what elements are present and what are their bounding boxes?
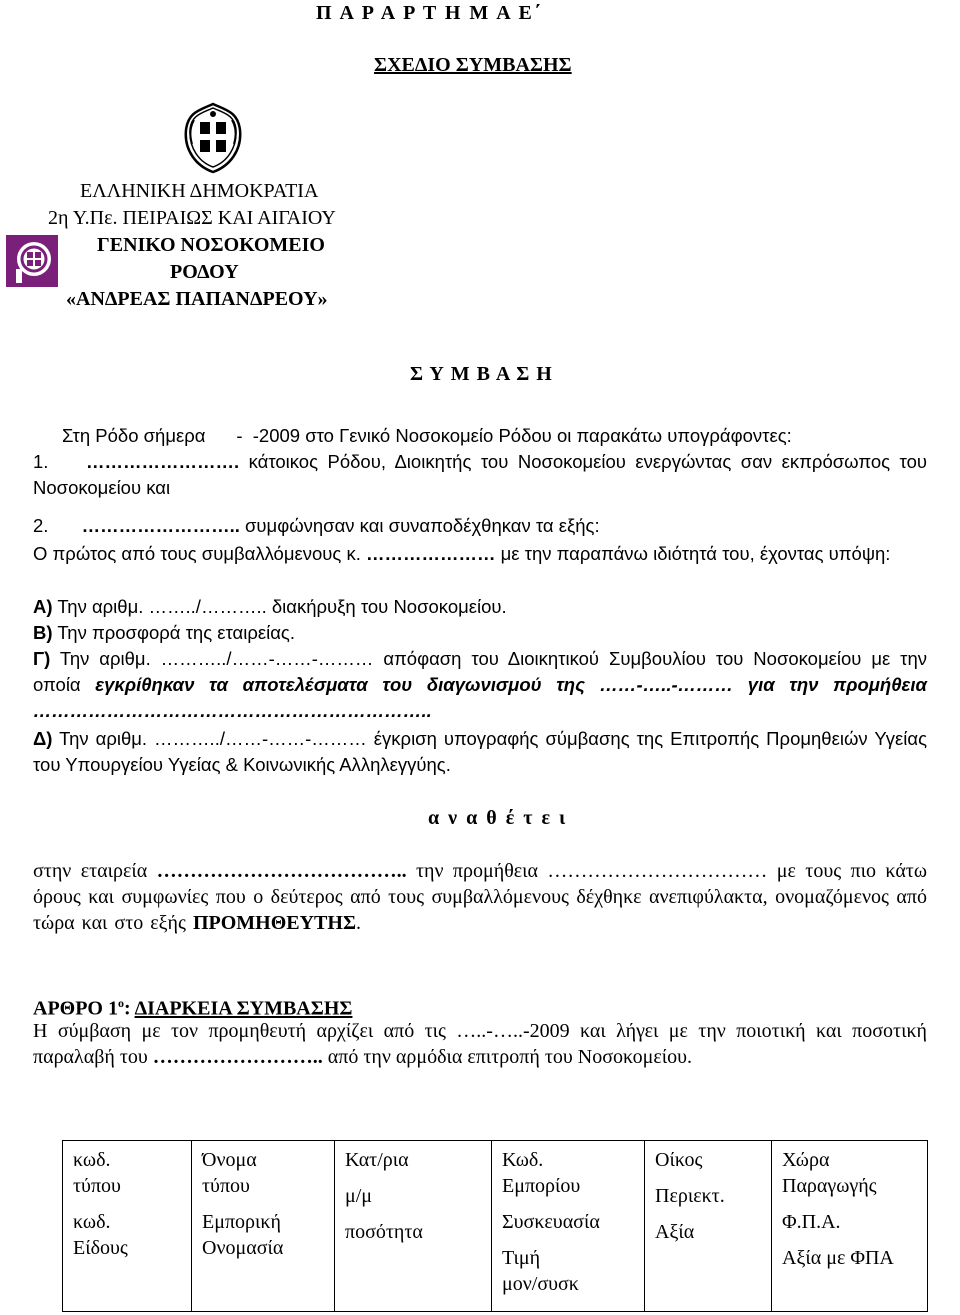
article-1-title: ΔΙΑΡΚΕΙΑ ΣΥΜΒΑΣΗΣ — [134, 997, 353, 1020]
hospital-logo-icon — [4, 233, 60, 289]
supply-blank: …………………………… — [547, 860, 768, 882]
annex-heading: Π Α Ρ Α Ρ Τ Η Μ Α Ε΄ — [316, 2, 543, 24]
party-1-text: κάτοικος Ρόδου, Διοικητής του Νοσοκομείου ενεργώντας σαν εκπρόσωπος του Νοσοκομείου και — [33, 451, 927, 498]
company-blank: ……………………………….. — [156, 860, 407, 882]
party-2-text: συμφώνησαν και συναποδέχθηκαν τα εξής: — [239, 515, 600, 536]
org-line-hospital: ΓΕΝΙΚΟ ΝΟΣΟΚΟΜΕΙΟ — [97, 234, 325, 256]
item-c-label: Γ) — [33, 648, 51, 669]
party-2-paragraph — [33, 513, 927, 539]
item-b — [33, 620, 295, 646]
first-party-blank: ………………… — [365, 543, 496, 564]
item-c-text: Την αριθμ. ………../……-……-……… απόφαση του Διοικητικού Συμβουλίου του Νοσοκομείου με την οποία — [33, 648, 927, 695]
company-paragraph: στην εταιρεία ……………………………….. την προμήθεια …………………………… με τους πιο κάτω όρους και συμφωνίες που ο δεύτερος από τους συμβαλλόμενους δέχθηκε ανεπιφύλακτα, ονομαζόμενος από τώρα και στο εξής ΠΡΟΜΗΘΕΥΤΗΣ. — [33, 860, 927, 934]
item-a — [33, 594, 507, 620]
supplier-term: ΠΡΟΜΗΘΕΥΤΗΣ — [192, 912, 357, 934]
article-1-text: Η σύμβαση με τον προμηθευτή αρχίζει από τις …..-…..-2009 και λήγει με την ποιοτική και ποσοτική παραλαβή του …………………….. από την αρμόδια επιτροπή του Νοσοκομείου. — [33, 1020, 927, 1068]
article-1-blank: …………………….. — [152, 1046, 323, 1068]
org-line-republic: ΕΛΛΗΝΙΚΗ ΔΗΜΟΚΡΑΤΙΑ — [80, 180, 319, 202]
contract-title: Σ Υ Μ Β Α Σ Η — [410, 363, 553, 385]
party-1-blank: ……………………. — [85, 451, 240, 472]
col-category: Κατ/ρια μ/μ ποσότητα — [335, 1141, 492, 1312]
item-c-bold-text: εγκρίθηκαν τα αποτελέσματα του διαγωνισμού της ……-…..-……… για την προμήθεια ……………………………………………………….. — [33, 674, 928, 721]
draft-contract-heading: ΣΧΕΔΙΟ ΣΥΜΒΑΣΗΣ — [374, 54, 572, 76]
table-header-row — [63, 1141, 928, 1312]
col-type-code: κωδ. τύπου κωδ. Είδους — [63, 1141, 192, 1312]
item-a-label: Α) — [33, 596, 53, 617]
col-manufacturer: Οίκος Περιεκτ. Αξία — [645, 1141, 772, 1312]
party-2-number: 2. — [33, 515, 49, 536]
item-d — [33, 726, 927, 778]
item-b-text: Την προσφορά της εταιρείας. — [52, 622, 295, 643]
party-1-number: 1. — [33, 451, 49, 472]
first-party-paragraph: Ο πρώτος από τους συμβαλλόμενους κ. ………………… με την παραπάνω ιδιότητά του, έχοντας υπόψη: — [33, 543, 891, 564]
item-d-text: Την αριθμ. ………../……-……-……… έγκριση υπογραφής σύμβασης της Επιτροπής Προμηθειών Υγείας του Υπουργείου Υγείας & Κοινωνικής Αλληλεγγύης. — [33, 728, 927, 775]
col-trade-code: Κωδ. Εμπορίου Συσκευασία Τιμή μον/συσκ — [492, 1141, 645, 1312]
org-line-name: «ΑΝΔΡΕΑΣ ΠΑΠΑΝΔΡΕΟΥ» — [66, 288, 328, 310]
org-line-health-region: 2η Υ.Πε. ΠΕΙΡΑΙΩΣ ΚΑΙ ΑΙΓΑΙΟΥ — [48, 207, 336, 229]
assigns-heading: α ν α θ έ τ ε ι — [428, 807, 568, 829]
col-type-name: Όνομα τύπου Εμπορική Ονομασία — [192, 1141, 335, 1312]
greek-emblem-icon — [180, 100, 246, 176]
item-a-text: Την αριθμ. ……../……….. διακήρυξη του Νοσοκομείου. — [52, 596, 507, 617]
col-country: Χώρα Παραγωγής Φ.Π.Α. Αξία με ΦΠΑ — [772, 1141, 928, 1312]
item-b-label: Β) — [33, 622, 53, 643]
item-d-label: Δ) — [33, 728, 53, 749]
org-line-rhodes: ΡΟΔΟΥ — [170, 261, 239, 283]
party-1-paragraph — [33, 449, 927, 501]
party-2-blank: …………………….. — [81, 515, 240, 536]
item-c — [33, 646, 927, 724]
article-1-heading: ΑΡΘΡΟ $1^o$: ΔΙΑΡΚΕΙΑ ΣΥΜΒΑΣΗΣ — [33, 996, 353, 1020]
intro-line-1: Στη Ρόδο σήμερα - -2009 στο Γενικό Νοσοκομείο Ρόδου οι παρακάτω υπογράφοντες: — [62, 425, 792, 446]
items-table — [62, 1140, 928, 1312]
